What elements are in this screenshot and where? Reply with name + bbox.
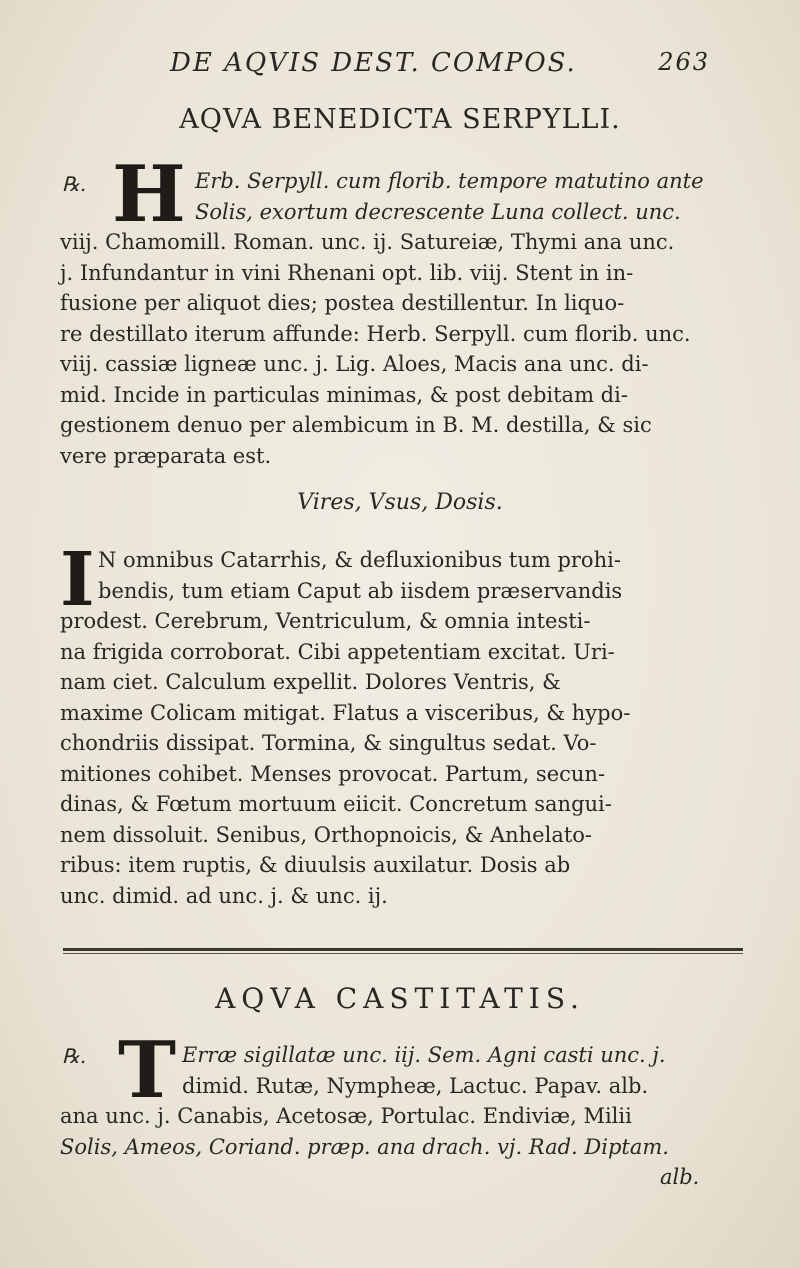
- text-line: chondriis dissipat. Tormina, & singultus sedat. Vo-: [60, 731, 597, 755]
- text-line: mid. Incide in particulas minimas, & post debitam di-: [60, 382, 628, 407]
- text-line: Erb. Serpyll. cum florib. tempore matutino ante: [195, 169, 704, 193]
- text-line: dimid. Rutæ, Nympheæ, Lactuc. Papav. alb.: [182, 1073, 649, 1098]
- text-line: bendis, tum etiam Caput ab iisdem præservandis: [98, 578, 623, 603]
- text-line: nem dissoluit. Senibus, Orthopnoicis, & Anhelato-: [60, 822, 593, 847]
- text-line: viij. Chamomill. Roman. unc. ij. Satureiæ, Thymi ana unc.: [60, 230, 675, 254]
- text-line: fusione per aliquot dies; postea destillentur. In liquo-: [60, 291, 625, 315]
- text-line: unc. dimid. ad unc. j. & unc. ij.: [60, 883, 388, 908]
- text-line: alb.: [660, 1165, 700, 1189]
- text-line: j. Infundantur in vini Rhenani opt. lib. viij. Stent in in-: [60, 260, 634, 285]
- drop-cap-i: I: [60, 537, 95, 623]
- running-title: DE AQVIS DEST. COMPOS.: [170, 48, 577, 78]
- text-line: prodest. Cerebrum, Ventriculum, & omnia intesti-: [60, 609, 591, 633]
- text-line: ribus: item ruptis, & diuulsis auxilatur. Dosis ab: [60, 853, 571, 877]
- recipe-mark: ℞.: [62, 1044, 87, 1068]
- running-header: [170, 48, 710, 88]
- text-line: na frigida corroborat. Cibi appetentiam excitat. Uri-: [60, 639, 615, 664]
- section-divider-thin: [63, 953, 743, 954]
- vires-text: [60, 537, 740, 911]
- text-line: vere præparata est.: [60, 443, 272, 468]
- text-line: nam ciet. Calculum expellit. Dolores Ventris, &: [60, 670, 561, 694]
- section-title-benedicta: AQVA BENEDICTA SERPYLLI.: [179, 104, 621, 135]
- section-divider-thick: [63, 948, 743, 951]
- section-title-castitatis: AQVA CASTITATIS.: [215, 982, 585, 1015]
- drop-cap-h: H: [112, 149, 186, 240]
- recipe-mark: ℞.: [62, 172, 87, 196]
- text-line: maxime Colicam mitigat. Flatus a visceribus, & hypo-: [60, 700, 631, 725]
- page-number: 263: [658, 48, 710, 76]
- text-line: mitiones cohibet. Menses provocat. Partum, secun-: [60, 761, 606, 786]
- drop-cap-t: T: [118, 1025, 177, 1116]
- text-line: gestionem denuo per alembicum in B. M. destilla, & sic: [60, 413, 652, 437]
- text-line: N omnibus Catarrhis, & defluxionibus tum prohi-: [98, 548, 621, 572]
- recipe-text-benedicta: [60, 166, 740, 471]
- recipe-text-castitatis: [60, 1040, 740, 1193]
- text-line: Solis, Ameos, Coriand. præp. ana drach. vj. Rad. Diptam.: [60, 1134, 669, 1159]
- text-line: Erræ sigillatæ unc. iij. Sem. Agni casti unc. j.: [182, 1043, 666, 1067]
- text-line: Solis, exortum decrescente Luna collect. unc.: [195, 199, 681, 224]
- text-line: dinas, & Fœtum mortuum eiicit. Concretum sangui-: [60, 792, 612, 816]
- text-line: ana unc. j. Canabis, Acetosæ, Portulac. Endiviæ, Milii: [60, 1104, 632, 1128]
- text-line: viij. cassiæ ligneæ unc. j. Lig. Aloes, Macis ana unc. di-: [60, 352, 649, 376]
- text-line: re destillato iterum affunde: Herb. Serpyll. cum florib. unc.: [60, 321, 691, 346]
- subheading-vires: Vires, Vsus, Dosis.: [297, 490, 503, 515]
